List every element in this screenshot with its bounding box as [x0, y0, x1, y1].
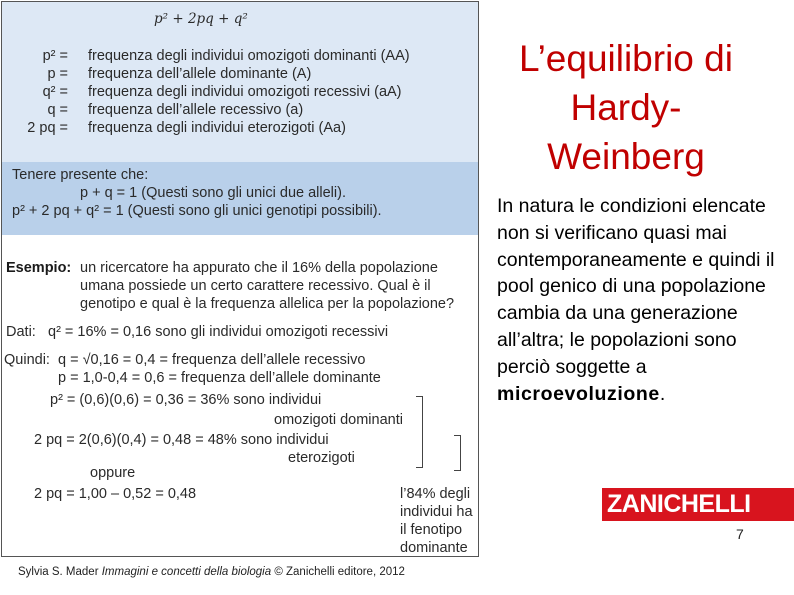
zanichelli-logo: ZANICHELLI [602, 488, 794, 521]
example-line: genotipo e qual è la frequenza allelica per la popolazione? [80, 296, 455, 312]
body-end: . [659, 382, 666, 405]
oppure-text: oppure [90, 465, 136, 481]
definition-symbol: p = [47, 66, 68, 82]
page-number: 7 [736, 526, 744, 542]
slide-title [494, 34, 758, 181]
side-note-line: individui ha [400, 504, 473, 520]
definition-text: frequenza dell’allele dominante (A) [88, 66, 312, 82]
credit-line [18, 566, 405, 578]
body-emphasis: microevoluzione [497, 382, 660, 405]
credit-author: Sylvia S. Mader [18, 566, 102, 578]
bracket-connector [416, 396, 423, 468]
dati-label: Dati: [6, 324, 36, 340]
definition-symbol: q = [47, 102, 68, 118]
example-line: umana possiede un certo carattere recessivo. Qual è il [80, 278, 431, 294]
note-panel [2, 162, 478, 236]
example-label: Esempio: [6, 260, 72, 276]
definition-symbol: p² = [42, 48, 68, 64]
quindi-label: Quindi: [4, 352, 50, 368]
calc-line: omozigoti dominanti [274, 412, 403, 428]
credit-rest: © Zanichelli editore, 2012 [271, 566, 405, 578]
example-line: un ricercatore ha appurato che il 16% della popolazione [80, 260, 438, 276]
title-line: L’equilibrio di [519, 38, 733, 79]
title-line: Hardy- [570, 87, 682, 128]
dati-text: q² = 16% = 0,16 sono gli individui omozigoti recessivi [48, 324, 389, 340]
definition-text: frequenza dell’allele recessivo (a) [88, 102, 304, 118]
note-title: Tenere presente che: [12, 167, 149, 183]
definition-symbol: q² = [42, 84, 68, 100]
slide-body-text [497, 193, 789, 407]
definition-text: frequenza degli individui eterozigoti (Aa) [88, 120, 346, 136]
calc-line: p = 1,0-0,4 = 0,6 = frequenza dell’allele dominante [58, 370, 381, 386]
definition-text: frequenza degli individui omozigoti recessivi (aA) [88, 84, 402, 100]
body-text-main: In natura le condizioni elencate non si verificano quasi mai contemporaneamente e quindi il pool genico di una popolazione cambia da una generazione all’altra; le popolazioni sono perciò soggette a [497, 195, 775, 378]
example-panel [2, 235, 478, 556]
side-note-line: dominante [400, 540, 468, 556]
side-note-line: il fenotipo [400, 522, 463, 538]
definition-text: frequenza degli individui omozigoti dominanti (AA) [88, 48, 410, 64]
credit-book: Immagini e concetti della biologia [101, 566, 272, 578]
title-line: Weinberg [547, 136, 705, 177]
calc-line: 2 pq = 1,00 – 0,52 = 0,48 [34, 486, 197, 502]
bracket-connector [454, 435, 461, 471]
definitions-panel [2, 2, 478, 163]
side-note-line: l’84% degli [400, 486, 471, 502]
calc-line: p² = (0,6)(0,6) = 0,36 = 36% sono individui [50, 392, 322, 408]
calc-line: eterozigoti [288, 450, 355, 466]
hardy-weinberg-figure [1, 1, 479, 557]
calc-line: q = √0,16 = 0,4 = frequenza dell’allele recessivo [58, 352, 366, 368]
note-line: p + q = 1 (Questi sono gli unici due alleli). [80, 185, 346, 201]
definition-symbol: 2 pq = [27, 120, 68, 136]
calc-line: 2 pq = 2(0,6)(0,4) = 0,48 = 48% sono individui [34, 432, 329, 448]
equation-formula: p² + 2pq + q² [154, 11, 248, 27]
note-line: p² + 2 pq + q² = 1 (Questi sono gli unici genotipi possibili). [12, 203, 382, 219]
